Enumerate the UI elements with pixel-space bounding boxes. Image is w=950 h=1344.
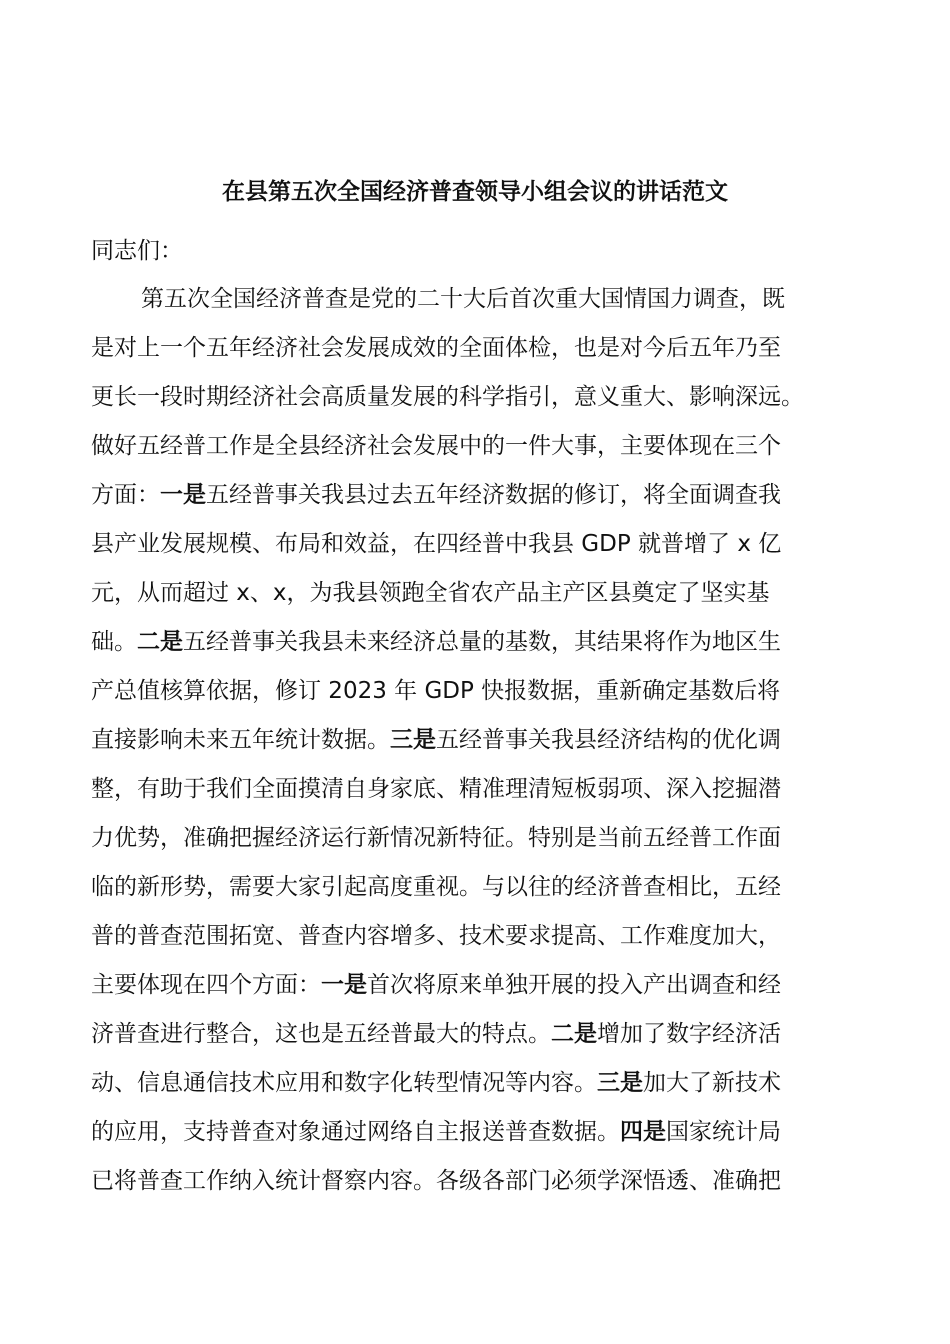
emphasis-label: 一是	[321, 972, 367, 998]
text-segment: 做好五经普工作是全县经济社会发展中的一件大事，主要体现在三个	[91, 433, 781, 459]
emphasis-label: 四是	[620, 1119, 666, 1145]
paragraph-line	[91, 618, 871, 667]
paragraph-line	[91, 667, 871, 716]
emphasis-label: 二是	[551, 1021, 597, 1047]
greeting: 同志们：	[91, 238, 183, 264]
emphasis-label: 二是	[137, 629, 183, 655]
paragraph-line	[91, 1108, 871, 1157]
paragraph-line	[91, 716, 871, 765]
text-segment: 已将普查工作纳入统计督察内容。各级各部门必须学深悟透、准确把	[91, 1168, 781, 1194]
text-segment: 五经普事关我县过去五年经济数据的修订，将全面调查我	[206, 482, 781, 508]
paragraph-line	[91, 814, 871, 863]
text-segment: 增加了数字经济活	[597, 1021, 781, 1047]
text-segment: 首次将原来单独开展的投入产出调查和经	[367, 972, 781, 998]
text-segment: 力优势，准确把握经济运行新情况新特征。特别是当前五经普工作面	[91, 825, 781, 851]
paragraph-line	[91, 422, 871, 471]
text-segment: 方面：	[91, 482, 160, 508]
paragraph-line	[91, 961, 871, 1010]
text-segment: 整，有助于我们全面摸清自身家底、精准理清短板弱项、深入挖掘潜	[91, 776, 781, 802]
text-segment: 第五次全国经济普查是党的二十大后首次重大国情国力调查，既	[141, 286, 785, 312]
paragraph-line	[91, 373, 871, 422]
paragraph-line	[91, 471, 871, 520]
text-segment: 动、信息通信技术应用和数字化转型情况等内容。	[91, 1070, 597, 1096]
paragraph-line	[91, 863, 871, 912]
document-body	[91, 275, 871, 1206]
text-segment: 主要体现在四个方面：	[91, 972, 321, 998]
text-segment: 是对上一个五年经济社会发展成效的全面体检，也是对今后五年乃至	[91, 335, 781, 361]
emphasis-label: 三是	[390, 727, 436, 753]
paragraph-line	[91, 765, 871, 814]
text-segment: 更长一段时期经济社会高质量发展的科学指引，意义重大、影响深远。	[91, 384, 804, 410]
paragraph-line	[91, 569, 871, 618]
text-segment: 济普查进行整合，这也是五经普最大的特点。	[91, 1021, 551, 1047]
paragraph-line	[91, 912, 871, 961]
paragraph-line	[91, 324, 871, 373]
text-segment: 五经普事关我县经济结构的优化调	[436, 727, 781, 753]
document-title: 在县第五次全国经济普查领导小组会议的讲话范文	[222, 179, 728, 205]
text-segment: 加大了新技术	[643, 1070, 781, 1096]
text-segment: 五经普事关我县未来经济总量的基数，其结果将作为地区生	[183, 629, 781, 655]
text-segment: 产总值核算依据，修订 2023 年 GDP 快报数据，重新确定基数后将	[91, 678, 781, 704]
text-segment: 临的新形势，需要大家引起高度重视。与以往的经济普查相比，五经	[91, 874, 781, 900]
text-segment: 础。	[91, 629, 137, 655]
paragraph-line	[91, 520, 871, 569]
text-segment: 国家统计局	[666, 1119, 781, 1145]
text-segment: 元，从而超过 x、x，为我县领跑全省农产品主产区县奠定了坚实基	[91, 580, 770, 606]
text-segment: 的应用，支持普查对象通过网络自主报送普查数据。	[91, 1119, 620, 1145]
paragraph-line	[91, 275, 871, 324]
text-segment: 直接影响未来五年统计数据。	[91, 727, 390, 753]
text-segment: 普的普查范围拓宽、普查内容增多、技术要求提高、工作难度加大，	[91, 923, 781, 949]
text-segment: 县产业发展规模、布局和效益，在四经普中我县 GDP 就普增了 x 亿	[91, 531, 782, 557]
paragraph-line	[91, 1157, 871, 1206]
paragraph-line	[91, 1059, 871, 1108]
paragraph-line	[91, 1010, 871, 1059]
emphasis-label: 三是	[597, 1070, 643, 1096]
emphasis-label: 一是	[160, 482, 206, 508]
